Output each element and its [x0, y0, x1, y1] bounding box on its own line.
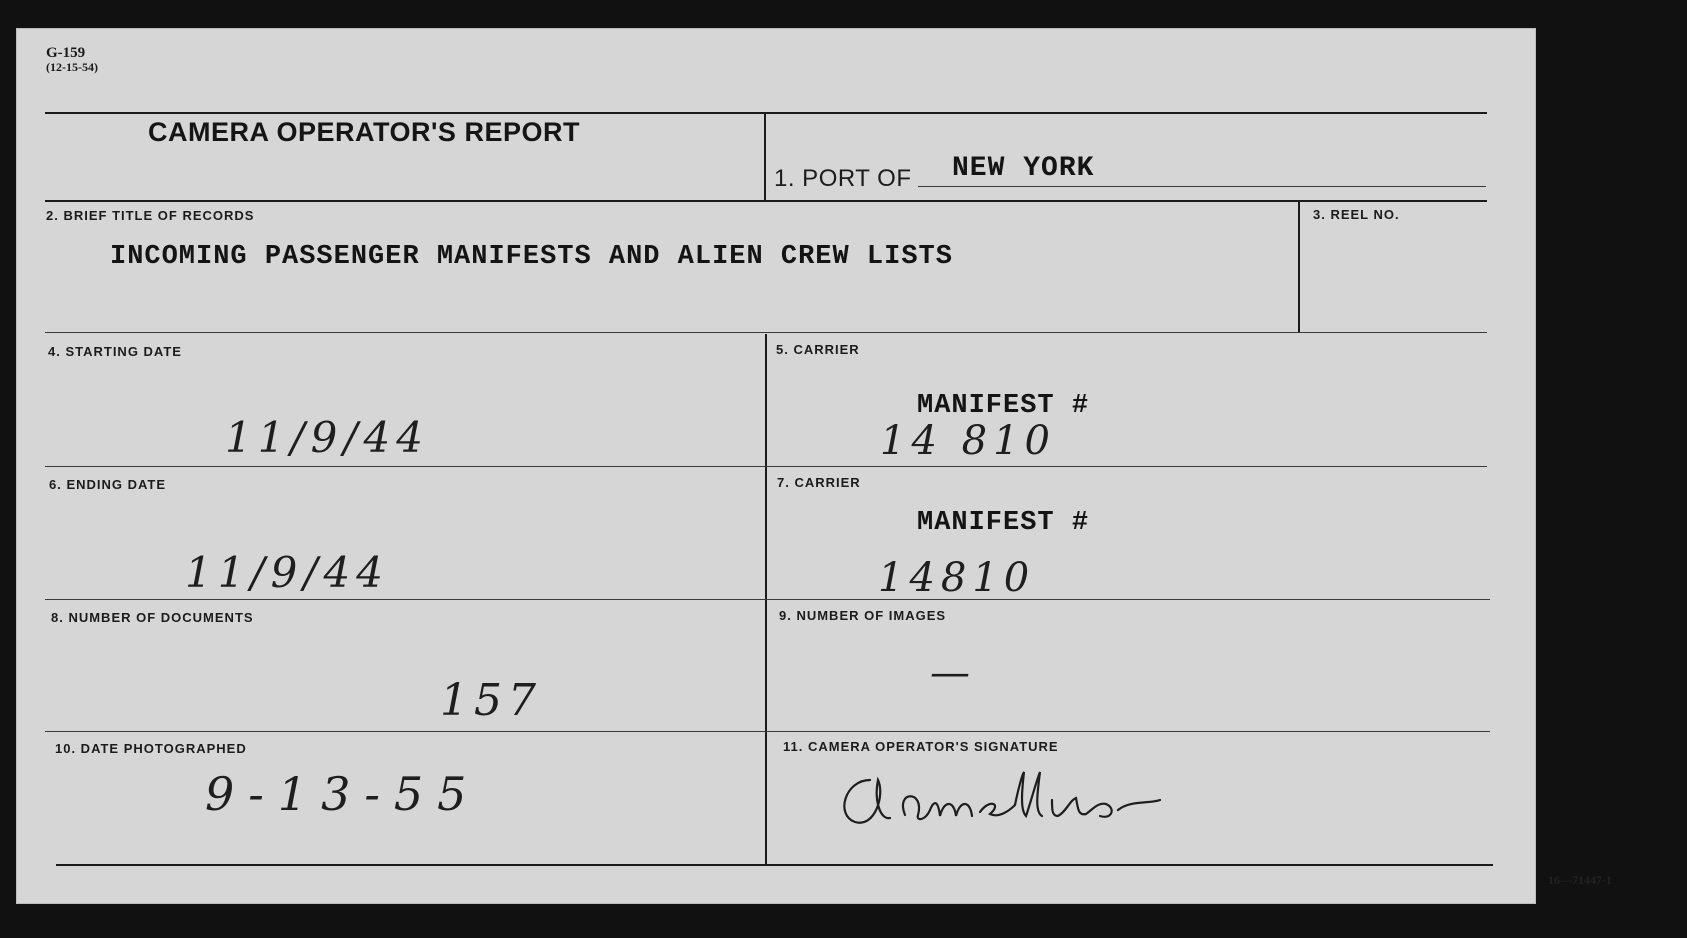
row4-rule — [45, 731, 1490, 732]
form-number: G-159 — [46, 45, 86, 61]
carrier-start-value: 14 810 — [880, 418, 1056, 464]
reel-divider — [1298, 202, 1300, 333]
row1-rule — [45, 332, 1487, 333]
carrier-end-value: 14810 — [878, 555, 1036, 601]
port-label: 1. PORT OF — [774, 165, 912, 192]
num-images-value: — — [930, 650, 970, 696]
footer-code: 16—71447-1 — [1548, 873, 1612, 887]
num-documents-value: 157 — [440, 675, 542, 726]
carrier-start-label: 5. CARRIER — [776, 342, 860, 357]
records-title-value: INCOMING PASSENGER MANIFESTS AND ALIEN CREW LISTS — [110, 242, 953, 272]
form-code — [46, 46, 98, 74]
starting-date-value: 11/9/44 — [225, 413, 429, 462]
ending-date-label: 6. ENDING DATE — [49, 477, 167, 492]
bottom-rule — [56, 864, 1493, 866]
row3-rule — [45, 599, 1490, 600]
reel-no-label: 3. REEL NO. — [1313, 207, 1400, 222]
header-divider — [764, 113, 766, 202]
operator-signature — [830, 760, 1270, 840]
port-underline — [918, 186, 1486, 187]
date-photographed-value: 9-13-55 — [205, 767, 481, 821]
carrier-start-typed: MANIFEST # — [917, 391, 1090, 421]
header-bottom-rule — [45, 200, 1487, 202]
report-title: CAMERA OPERATOR'S REPORT — [148, 117, 580, 147]
carrier-end-typed: MANIFEST # — [917, 508, 1090, 538]
num-images-label: 9. NUMBER OF IMAGES — [779, 608, 947, 623]
ending-date-value: 11/9/44 — [185, 548, 389, 597]
starting-date-label: 4. STARTING DATE — [48, 344, 182, 359]
carrier-end-label: 7. CARRIER — [777, 475, 861, 490]
records-title-label: 2. BRIEF TITLE OF RECORDS — [46, 208, 255, 223]
num-documents-label: 8. NUMBER OF DOCUMENTS — [51, 610, 254, 625]
port-value: NEW YORK — [952, 153, 1095, 184]
row2-rule — [45, 466, 1487, 467]
top-rule — [45, 112, 1487, 114]
date-photographed-label: 10. DATE PHOTOGRAPHED — [55, 741, 247, 756]
signature-label: 11. CAMERA OPERATOR'S SIGNATURE — [783, 739, 1059, 754]
form-revision: (12-15-54) — [46, 60, 98, 74]
